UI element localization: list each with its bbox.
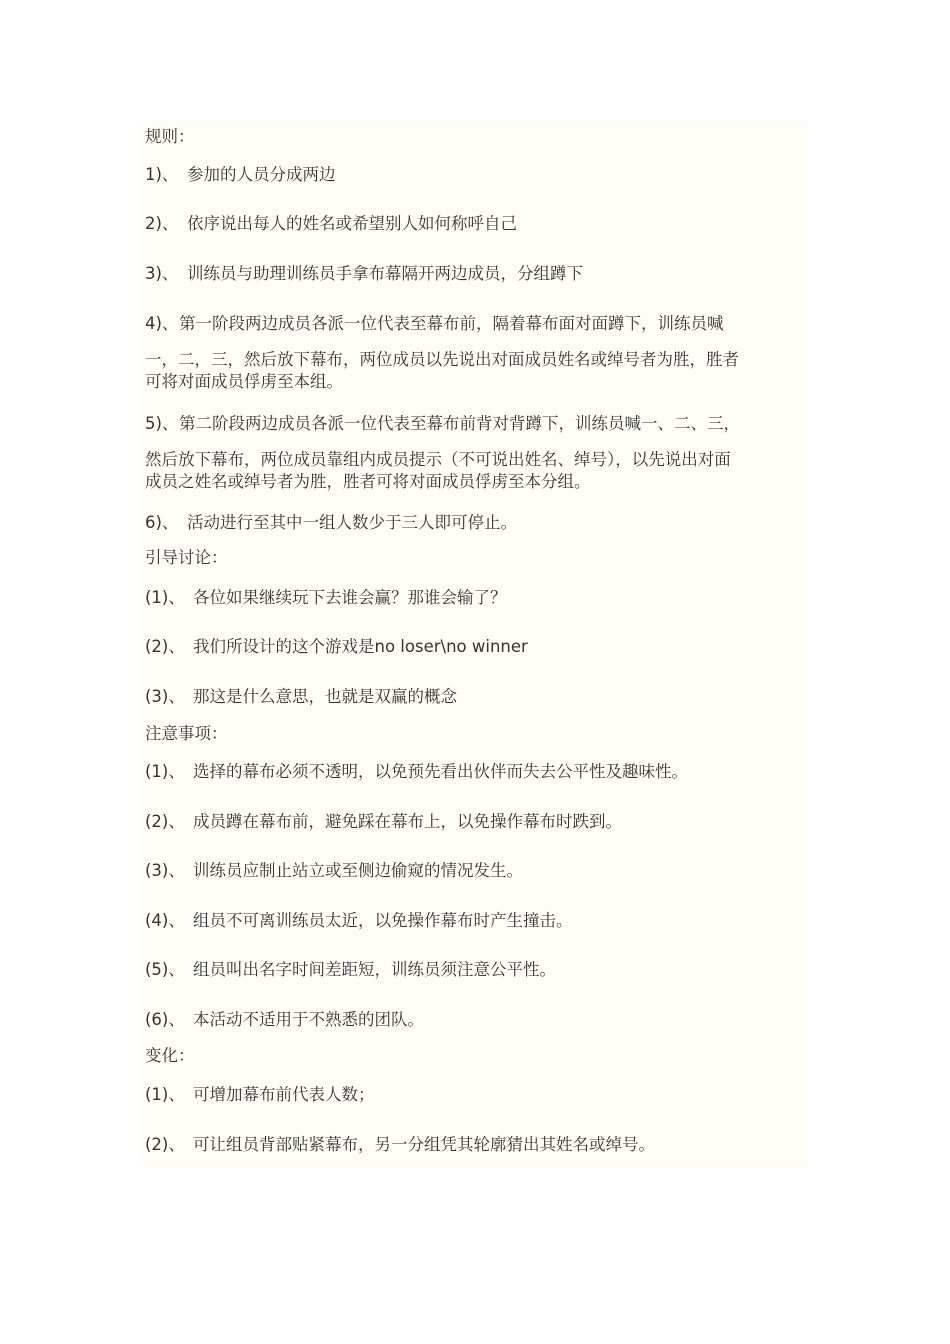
discussion-item-text: 那这是什么意思，也就是双赢的概念 [193, 687, 457, 706]
rule-item-1 [145, 165, 336, 185]
note-item-4 [145, 911, 573, 931]
rule-item-2 [145, 214, 517, 234]
note-item-2 [145, 812, 622, 832]
variations-heading: 变化： [145, 1046, 195, 1065]
note-item-number: (5)、 [145, 960, 185, 979]
discussion-item-latin: no loser\no winner [374, 637, 528, 656]
notes-heading: 注意事项： [145, 724, 228, 743]
note-item-5 [145, 960, 556, 980]
rule-item-text: 活动进行至其中一组人数少于三人即可停止。 [187, 513, 517, 532]
rule-item-6 [145, 513, 517, 533]
rule-item-number: 5)、 [145, 414, 179, 433]
rule-item-text-line: 然后放下幕布，两位成员靠组内成员提示（不可说出姓名、绰号），以先说出对面 [145, 450, 731, 469]
variation-item-1 [145, 1085, 375, 1105]
note-item-6 [145, 1010, 424, 1030]
rule-item-text: 依序说出每人的姓名或希望别人如何称呼自己 [187, 214, 517, 233]
rule-item-4 [145, 313, 807, 393]
rules-heading: 规则： [145, 127, 195, 146]
discussion-item-text: 各位如果继续玩下去谁会赢？那谁会输了？ [193, 588, 507, 607]
discussion-item-number: (1)、 [145, 588, 185, 607]
note-item-number: (4)、 [145, 911, 185, 930]
rule-item-number: 4)、 [145, 314, 179, 333]
rule-item-5 [145, 413, 807, 493]
note-item-text: 组员叫出名字时间差距短，训练员须注意公平性。 [193, 960, 556, 979]
note-item-3 [145, 861, 523, 881]
note-item-text: 组员不可离训练员太近，以免操作幕布时产生撞击。 [193, 911, 573, 930]
rule-item-number: 1)、 [145, 165, 179, 184]
rule-item-text-line: 一，二，三，然后放下幕布，两位成员以先说出对面成员姓名或绰号者为胜，胜者 [145, 350, 739, 369]
variation-item-2 [145, 1135, 655, 1155]
rule-item-3 [145, 264, 583, 284]
note-item-text: 选择的幕布必须不透明，以免预先看出伙伴而失去公平性及趣味性。 [193, 762, 688, 781]
note-item-text: 训练员应制止站立或至侧边偷窥的情况发生。 [193, 861, 523, 880]
variation-item-text: 可让组员背部贴紧幕布，另一分组凭其轮廓猜出其姓名或绰号。 [193, 1135, 655, 1154]
rule-item-number: 2)、 [145, 214, 179, 233]
note-item-1 [145, 762, 688, 782]
variation-item-text: 可增加幕布前代表人数； [193, 1085, 375, 1104]
note-item-number: (2)、 [145, 812, 185, 831]
note-item-number: (1)、 [145, 762, 185, 781]
note-item-text: 本活动不适用于不熟悉的团队。 [193, 1010, 424, 1029]
note-item-text: 成员蹲在幕布前，避免踩在幕布上，以免操作幕布时跌到。 [193, 812, 622, 831]
note-item-number: (3)、 [145, 861, 185, 880]
rule-item-number: 3)、 [145, 264, 179, 283]
discussion-item-text: 我们所设计的这个游戏是 [193, 637, 375, 656]
discussion-item-number: (2)、 [145, 637, 185, 656]
variation-item-number: (1)、 [145, 1085, 185, 1104]
discussion-heading: 引导讨论： [145, 548, 228, 567]
discussion-item-number: (3)、 [145, 687, 185, 706]
rule-item-text-line: 可将对面成员俘虏至本组。 [145, 372, 343, 391]
rule-item-text: 参加的人员分成两边 [187, 165, 336, 184]
discussion-item-1 [145, 588, 507, 608]
rule-item-text-line: 成员之姓名或绰号者为胜，胜者可将对面成员俘虏至本分组。 [145, 472, 591, 491]
rule-item-text-line: 第一阶段两边成员各派一位代表至幕布前，隔着幕布面对面蹲下，训练员喊 [179, 314, 724, 333]
rule-item-text: 训练员与助理训练员手拿布幕隔开两边成员，分组蹲下 [187, 264, 583, 283]
note-item-number: (6)、 [145, 1010, 185, 1029]
discussion-item-3 [145, 687, 457, 707]
discussion-item-2 [145, 637, 528, 657]
rule-item-text-line: 第二阶段两边成员各派一位代表至幕布前背对背蹲下，训练员喊一、二、三， [179, 414, 740, 433]
rule-item-number: 6)、 [145, 513, 179, 532]
variation-item-number: (2)、 [145, 1135, 185, 1154]
